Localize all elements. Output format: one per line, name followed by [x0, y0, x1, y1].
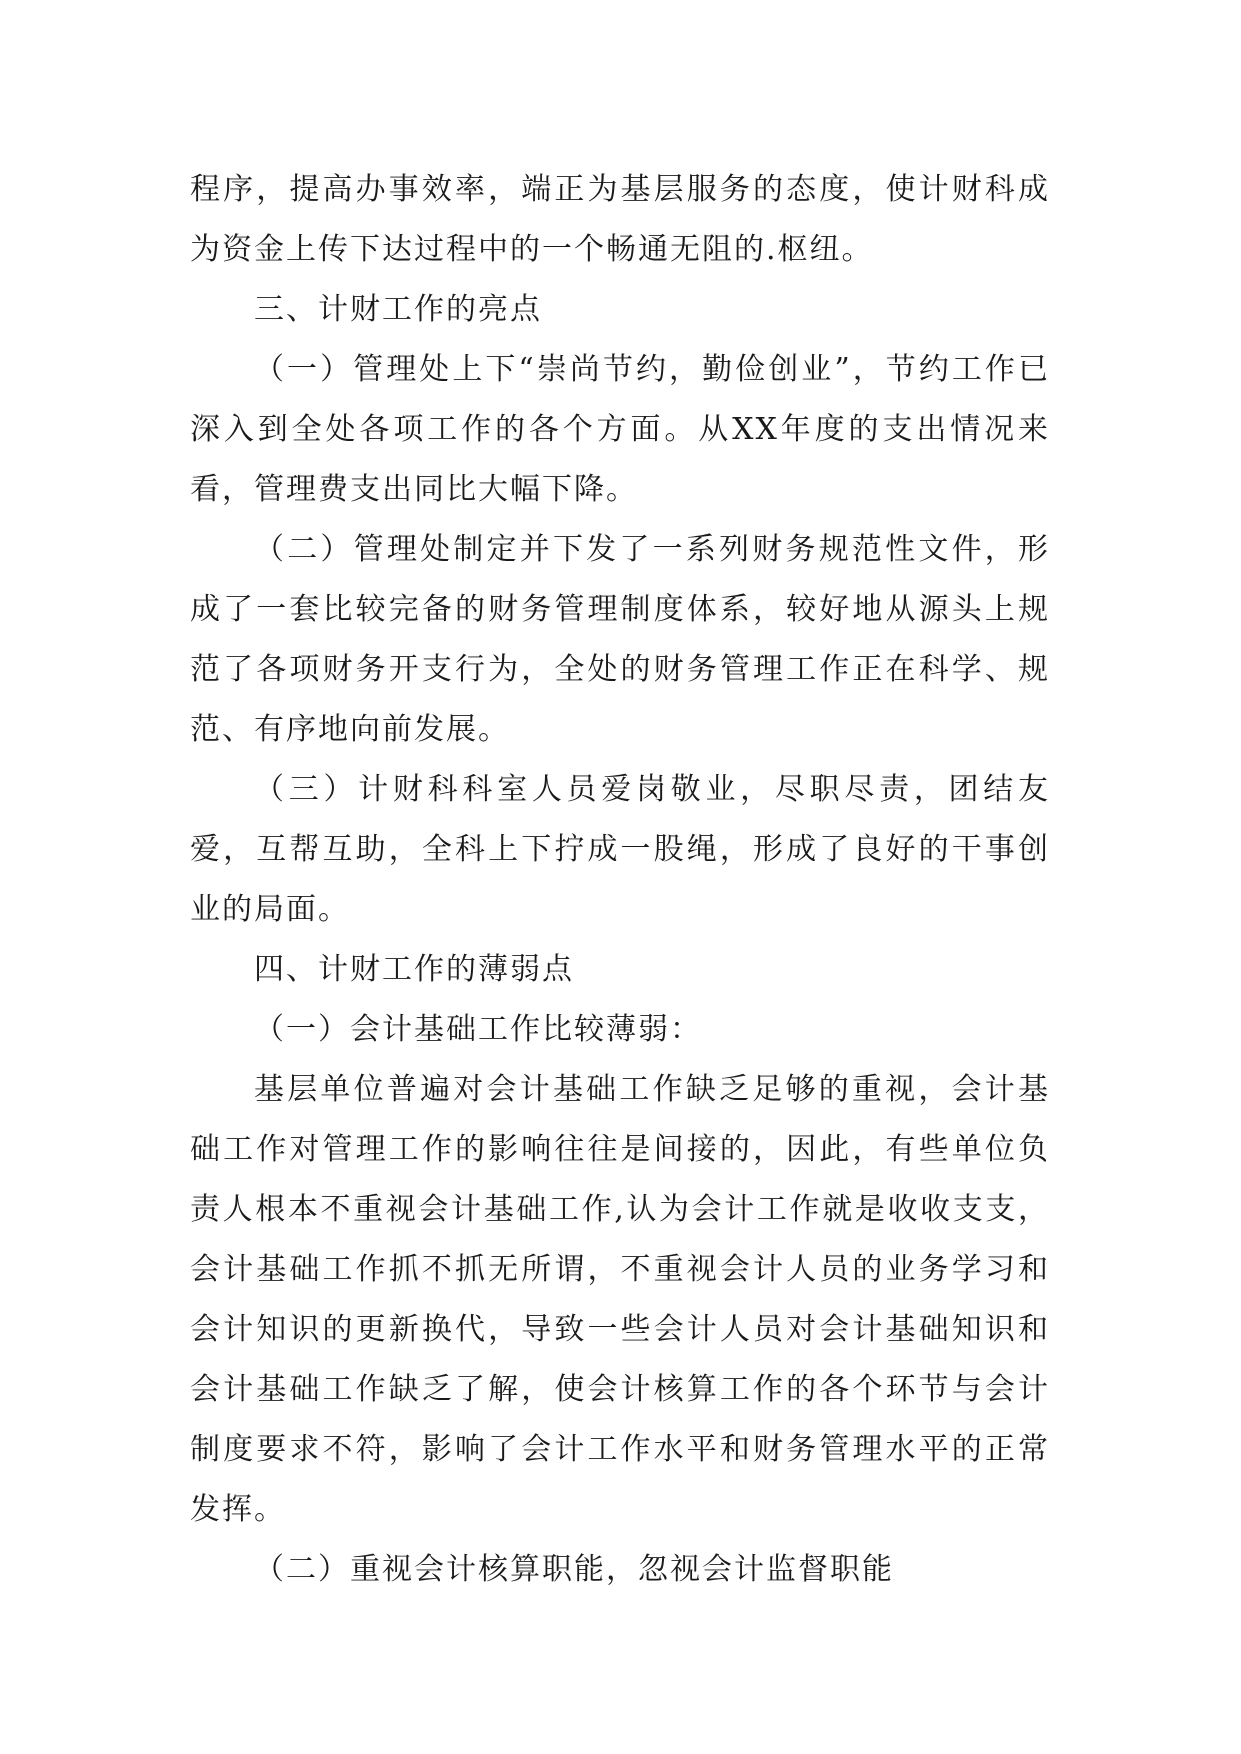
- document-body: [190, 160, 1050, 1600]
- section-heading-weaknesses: 四、计财工作的薄弱点: [254, 952, 574, 987]
- paragraph-highlight-1: （一）管理处上下“崇尚节约，勤俭创业”，节约工作已深入到全处各项工作的各个方面。从XX年度的支出情况来看，管理费支出同比大幅下降。: [190, 352, 1050, 507]
- section-heading-highlights: 三、计财工作的亮点: [254, 292, 542, 327]
- paragraph-intro-continuation: 程序，提高办事效率，端正为基层服务的态度，使计财科成为资金上传下达过程中的一个畅通无阻的.枢纽。: [190, 172, 1050, 267]
- paragraph-highlight-2: （二）管理处制定并下发了一系列财务规范性文件，形成了一套比较完备的财务管理制度体系，较好地从源头上规范了各项财务开支行为，全处的财务管理工作正在科学、规范、有序地向前发展。: [190, 532, 1050, 747]
- subheading-weakness-1: （一）会计基础工作比较薄弱：: [254, 1012, 702, 1047]
- paragraph-highlight-3: （三）计财科科室人员爱岗敬业，尽职尽责，团结友爱，互帮互助，全科上下拧成一股绳，形成了良好的干事创业的局面。: [190, 772, 1050, 927]
- paragraph-weakness-1-body: 基层单位普遍对会计基础工作缺乏足够的重视，会计基础工作对管理工作的影响往往是间接的，因此，有些单位负责人根本不重视会计基础工作,认为会计工作就是收收支支，会计基础工作抓不抓无所谓，不重视会计人员的业务学习和会计知识的更新换代，导致一些会计人员对会计基础知识和会计基础工作缺乏了解，使会计核算工作的各个环节与会计制度要求不符，影响了会计工作水平和财务管理水平的正常发挥。: [190, 1072, 1050, 1527]
- subheading-weakness-2: （二）重视会计核算职能，忽视会计监督职能: [254, 1552, 894, 1587]
